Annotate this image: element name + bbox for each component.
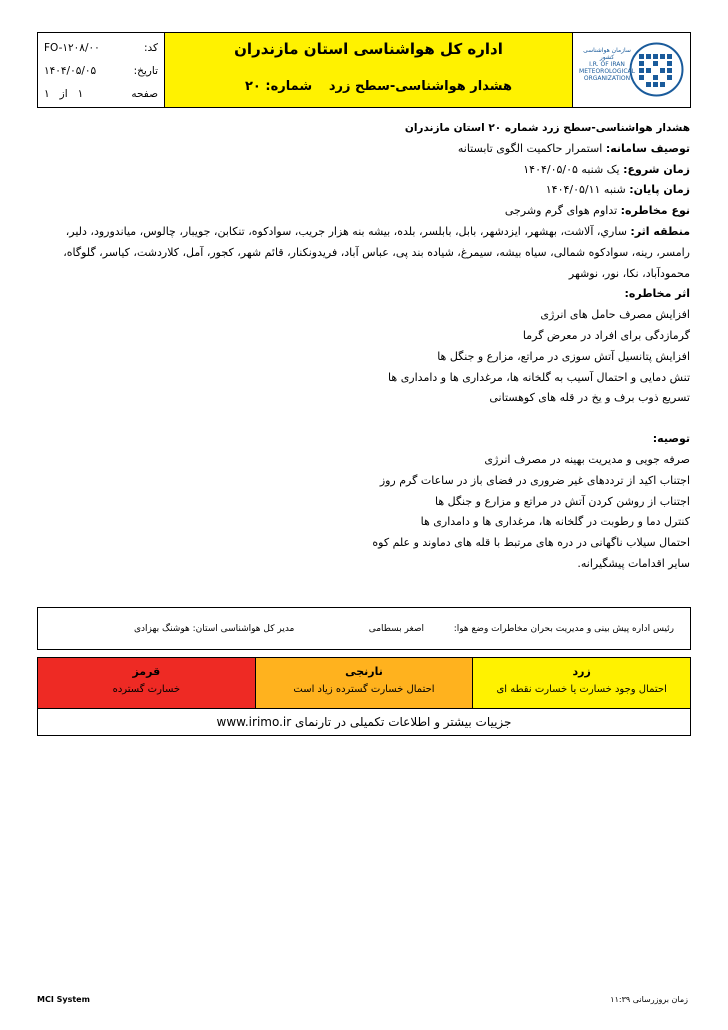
forecast-head-title: رئیس اداره پیش بینی و مدیریت بحران مخاطرات وضع هوا: [453, 624, 674, 634]
advice-item: اجتناب از روشن کردن آتش در مراتع و مزارع و جنگل ها [434, 494, 690, 508]
legend-red [38, 658, 255, 708]
legend-red-desc: خسارت گسترده [112, 684, 181, 695]
system-description [50, 139, 690, 160]
end-value: شنبه ۱۴۰۴/۰۵/۱۱ [545, 183, 626, 197]
update-label: زمان بروزرسانی [632, 995, 688, 1004]
page-title: اداره کل هواشناسی استان مازندران [234, 40, 503, 58]
legend-orange [255, 658, 473, 708]
effect-item: افزایش مصرف حامل های انرژی [540, 308, 690, 322]
header-meta [38, 33, 165, 107]
legend-yellow [472, 658, 690, 708]
end-time [50, 180, 690, 201]
page-label: صفحه [131, 87, 158, 100]
start-value: یک شنبه ۱۴۰۴/۰۵/۰۵ [523, 162, 620, 176]
area-line-3: محمودآباد، نکا، نور، نوشهر [568, 266, 690, 280]
warning-level-title: هشدار هواشناسی-سطح زرد [328, 79, 512, 94]
warning-body [50, 118, 690, 575]
effects-label: اثر مخاطره: [624, 287, 690, 301]
advice-label: توصیه: [652, 432, 690, 446]
advice-item: احتمال سیلاب ناگهانی در دره های مرتبط با قله های دماوند و علم کوه [372, 536, 690, 550]
hazard-type [50, 201, 690, 222]
logo-line: ORGANIZATION [583, 75, 631, 82]
advice-item: کنترل دما و رطوبت در گلخانه ها، مرغداری ها و دامداری ها [420, 515, 690, 529]
hazard-label: نوع مخاطره: [620, 204, 690, 218]
update-value: ۱۱:۳۹ [610, 995, 631, 1004]
code-value: FO-۱۲۰۸/۰۰ [44, 41, 100, 54]
page-of: از [59, 87, 68, 100]
effect-item: تسریع ذوب برف و یخ در قله های کوهستانی [489, 391, 690, 405]
legend-orange-title: نارنجی [345, 665, 383, 678]
area-line-2: رامسر، رینه، سوادکوه شمالی، سیاه بیشه، سیمرغ، شیاده بند پی، عباس آباد، فریدونکنار، قائم شهر، کجور، آمل، کلاردشت، کیاسر، گلوگاه، [63, 245, 690, 259]
legend-orange-desc: احتمال خسارت گسترده زیاد است [293, 684, 435, 695]
update-time [610, 995, 688, 1004]
header-title-panel [165, 33, 573, 107]
warning-heading: هشدار هواشناسی-سطح زرد شماره ۲۰ استان مازندران [404, 122, 690, 134]
logo-text [577, 47, 637, 82]
hazard-value: تداوم هوای گرم وشرجی [504, 204, 618, 218]
date-value: ۱۴۰۴/۰۵/۰۵ [44, 64, 97, 77]
logo-icon [629, 42, 684, 97]
end-label: زمان پایان: [629, 183, 690, 197]
number-label: شماره: [265, 79, 313, 94]
number-value: ۲۰ [245, 79, 261, 94]
code-label: کد: [143, 41, 158, 54]
page-value: ۱ [77, 87, 84, 100]
legend-footer [38, 709, 690, 729]
effect-item: تنش دمایی و احتمال آسیب به گلخانه ها، مرغداری ها و دامداری ها [388, 370, 690, 384]
advice-item: صرفه جویی و مدیریت بهینه در مصرف انرژی [484, 452, 690, 466]
effect-item: افزایش پتانسیل آتش سوزی در مراتع، مزارع و جنگل ها [437, 349, 690, 363]
start-label: زمان شروع: [623, 162, 690, 176]
website-link[interactable]: www.irimo.ir [216, 715, 292, 729]
area-label: منطقه اثر: [630, 224, 690, 238]
advice-item: سایر اقدامات پیشگیرانه. [577, 556, 690, 570]
logo-line: سازمان هواشناسی کشور [583, 47, 631, 61]
legend-yellow-title: زرد [572, 665, 591, 678]
start-time [50, 160, 690, 181]
system-name: MCI System [37, 995, 90, 1004]
legend-yellow-desc: احتمال وجود خسارت یا خسارت نقطه ای [496, 684, 667, 695]
desc-label: توصیف سامانه: [605, 141, 690, 155]
director-general: مدیر کل هواشناسی استان: هوشنگ بهزادی [134, 624, 295, 634]
legend-red-title: قرمز [132, 665, 161, 678]
logo-panel [573, 33, 690, 107]
date-label: تاریخ: [133, 64, 158, 77]
advice-item: اجتناب اکید از ترددهای غیر ضروری در فضای باز در ساعات گرم روز [379, 473, 690, 487]
area-line-1: ساري، آلاشت، بهشهر، ايزدشهر، بابل، بابلسر، بلده، بیشه بنه هزار جریب، سوادکوه، تنکابن، جويبار، چالوس، میاندورود، دلير، [65, 224, 627, 238]
forecast-head-name: اصغر بسطامی [368, 624, 424, 634]
legend-row [38, 658, 690, 709]
warning-level-legend [37, 657, 691, 736]
effect-item: گرمازدگی برای افراد در معرض گرما [522, 328, 690, 342]
signature-box [37, 607, 691, 650]
logo-line: METEOROLOGICAL [579, 68, 635, 75]
page-total: ۱ [44, 87, 50, 100]
affected-area [50, 222, 690, 243]
more-info-text: جزییات بیشتر و اطلاعات تکمیلی در تارنمای [295, 715, 512, 729]
header-box [37, 32, 691, 108]
logo-line: I.R. OF IRAN [589, 61, 625, 68]
desc-value: استمرار حاکمیت الگوی تابستانه [457, 141, 603, 155]
warning-number [245, 79, 312, 94]
